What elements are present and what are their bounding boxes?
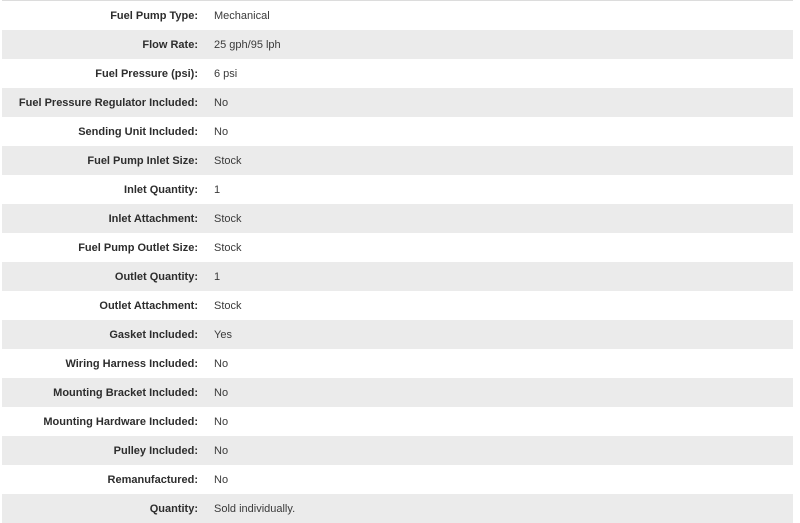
- spec-value: No: [214, 415, 229, 428]
- spec-row-wiring-harness-included: [2, 349, 793, 378]
- spec-label: Fuel Pump Type:: [110, 9, 198, 22]
- spec-label: Quantity:: [149, 502, 198, 515]
- spec-row-outlet-attachment: [2, 291, 793, 320]
- spec-row-sending-unit-included: [2, 117, 793, 146]
- spec-label: Sending Unit Included:: [78, 125, 198, 138]
- spec-label: Gasket Included:: [109, 328, 198, 341]
- spec-row-flow-rate: [2, 30, 793, 59]
- spec-label: Mounting Bracket Included:: [53, 386, 198, 399]
- spec-value: Sold individually.: [214, 502, 296, 515]
- spec-label: Inlet Quantity:: [124, 183, 198, 196]
- spec-label: Pulley Included:: [113, 444, 198, 457]
- spec-label: Mounting Hardware Included:: [43, 415, 198, 428]
- spec-value: No: [214, 96, 229, 109]
- spec-value: 6 psi: [214, 67, 238, 80]
- spec-row-outlet-quantity: [2, 262, 793, 291]
- spec-label: Fuel Pressure (psi):: [95, 67, 198, 80]
- spec-value: No: [214, 444, 229, 457]
- spec-value: Stock: [214, 154, 242, 167]
- spec-row-pulley-included: [2, 436, 793, 465]
- spec-value: 25 gph/95 lph: [214, 38, 281, 51]
- spec-row-mounting-bracket-included: [2, 378, 793, 407]
- spec-value: Mechanical: [214, 9, 270, 22]
- spec-label: Remanufactured:: [107, 473, 198, 486]
- spec-value: 1: [214, 270, 221, 283]
- spec-label: Fuel Pump Outlet Size:: [78, 241, 198, 254]
- spec-value: No: [214, 125, 229, 138]
- spec-row-inlet-quantity: [2, 175, 793, 204]
- spec-value: Stock: [214, 212, 242, 225]
- spec-label: Flow Rate:: [142, 38, 198, 51]
- spec-value: No: [214, 473, 229, 486]
- spec-value: Stock: [214, 241, 242, 254]
- spec-row-mounting-hardware-included: [2, 407, 793, 436]
- spec-row-outlet-size: [2, 233, 793, 262]
- spec-label: Inlet Attachment:: [108, 212, 198, 225]
- spec-row-inlet-attachment: [2, 204, 793, 233]
- spec-row-fuel-pump-type: [2, 1, 793, 30]
- spec-label: Wiring Harness Included:: [65, 357, 198, 370]
- spec-value: Stock: [214, 299, 242, 312]
- spec-row-quantity: [2, 494, 793, 523]
- specifications-table: [2, 0, 793, 523]
- spec-row-gasket-included: [2, 320, 793, 349]
- spec-label: Fuel Pressure Regulator Included:: [18, 96, 198, 109]
- spec-row-fuel-pressure: [2, 59, 793, 88]
- spec-row-regulator-included: [2, 88, 793, 117]
- spec-label: Outlet Attachment:: [99, 299, 198, 312]
- spec-row-inlet-size: [2, 146, 793, 175]
- spec-value: Yes: [214, 328, 232, 341]
- spec-label: Fuel Pump Inlet Size:: [87, 154, 198, 167]
- spec-row-remanufactured: [2, 465, 793, 494]
- spec-value: No: [214, 386, 229, 399]
- spec-label: Outlet Quantity:: [114, 270, 198, 283]
- spec-value: 1: [214, 183, 221, 196]
- spec-value: No: [214, 357, 229, 370]
